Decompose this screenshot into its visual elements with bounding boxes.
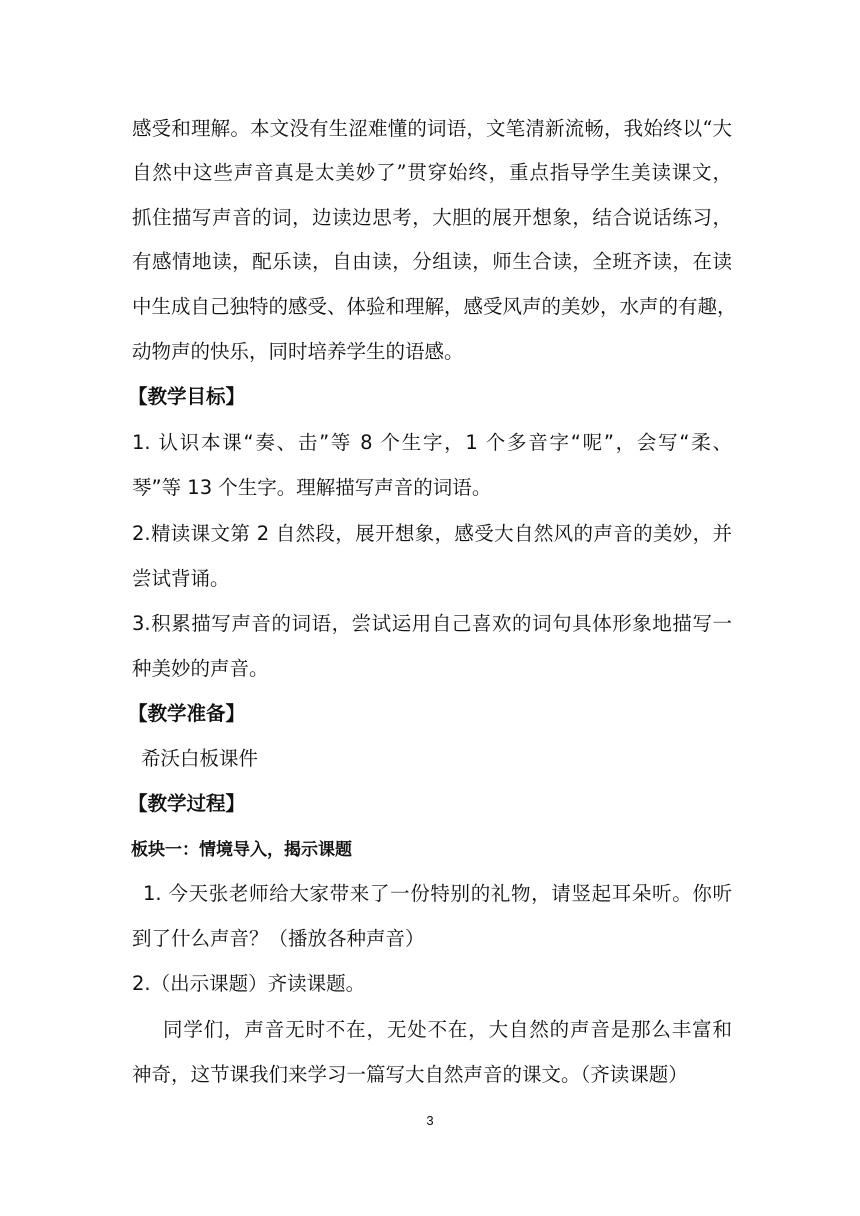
section-1-title: 板块一：情境导入，揭示课题 (131, 840, 352, 860)
process-heading: 【教学过程】 (128, 792, 246, 815)
objective-1-line-1: 1. 认识本课“奏、击”等 8 个生字，1 个多音字“呢”，会写“柔、 (132, 431, 732, 454)
objective-3-line-1: 3.积累描写声音的词语，尝试运用自己喜欢的词句具体形象地描写一 (132, 612, 732, 635)
objectives-heading: 【教学目标】 (128, 385, 246, 408)
preparation-text: 希沃白板课件 (141, 747, 259, 770)
step-2: 2.（出示课题）齐读课题。 (132, 972, 366, 995)
paragraph-line-2: 神奇，这节课我们来学习一篇写大自然声音的课文。（齐读课题） (132, 1063, 688, 1086)
objective-1-line-2: 琴”等 13 个生字。理解描写声音的词语。 (132, 476, 492, 499)
step-1-line-2: 到了什么声音？（播放各种声音） (132, 927, 425, 950)
objective-3-line-2: 种美妙的声音。 (132, 657, 269, 680)
objective-2-line-2: 尝试背诵。 (132, 567, 230, 590)
preparation-heading: 【教学准备】 (128, 702, 246, 725)
page-number: 3 (426, 1113, 434, 1128)
intro-line-6: 动物声的快乐，同时培养学生的语感。 (132, 340, 464, 363)
intro-line-4: 有感情地读，配乐读，自由读，分组读，师生合读，全班齐读，在读 (132, 250, 732, 273)
intro-line-5: 中生成自己独特的感受、体验和理解，感受风声的美妙，水声的有趣， (132, 295, 737, 318)
intro-line-2: 自然中这些声音真是太美妙了”贯穿始终，重点指导学生美读课文， (132, 161, 732, 184)
objective-2-line-1: 2.精读课文第 2 自然段，展开想象，感受大自然风的声音的美妙，并 (132, 522, 732, 545)
intro-line-3: 抓住描写声音的词，边读边思考，大胆的展开想象，结合说话练习， (132, 206, 732, 229)
step-1-line-1: 1. 今天张老师给大家带来了一份特别的礼物，请竖起耳朵听。你听 (143, 882, 732, 905)
intro-line-1: 感受和理解。本文没有生涩难懂的词语，文笔清新流畅，我始终以“大 (132, 117, 732, 140)
paragraph-line-1: 同学们，声音无时不在，无处不在，大自然的声音是那么丰富和 (163, 1018, 732, 1041)
